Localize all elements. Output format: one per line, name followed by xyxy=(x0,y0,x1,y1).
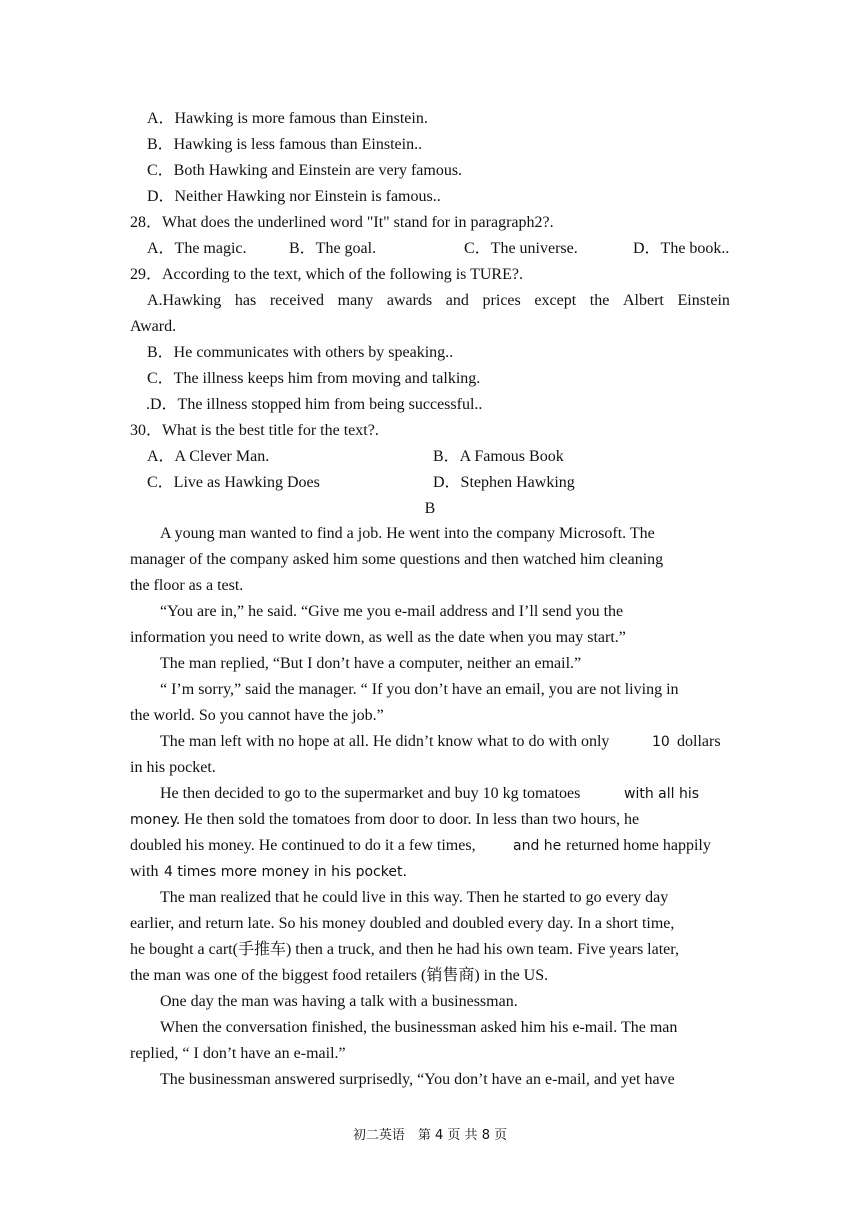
passage-line: with 4 times more money in his pocket. xyxy=(130,863,407,880)
passage-line: The man replied, “But I don’t have a computer, neither an email.” xyxy=(160,655,582,672)
passage-line: One day the man was having a talk with a businessman. xyxy=(160,993,518,1010)
passage-line: “ I’m sorry,” said the manager. “ If you don’t have an email, you are not living in xyxy=(160,681,679,698)
passage-line: “You are in,” he said. “Give me you e-mail address and I’ll send you the xyxy=(160,603,624,620)
q30-option-a: A．A Clever Man. xyxy=(147,448,270,465)
q30-option-c: C．Live as Hawking Does xyxy=(147,474,320,491)
q30-options-row1 xyxy=(0,444,860,470)
q28-option-b: B．The goal. xyxy=(289,240,377,257)
page-footer: 初二英语 第 4 页 共 8 页 xyxy=(352,1128,508,1143)
passage-line: information you need to write down, as well as the date when you may start.” xyxy=(130,629,626,646)
q30-options-row2 xyxy=(0,470,860,496)
passage-line: he bought a cart(手推车) then a truck, and then he had his own team. Five years later, xyxy=(130,941,679,958)
passage-b-heading: B xyxy=(424,500,436,517)
q27-option-d: D．Neither Hawking nor Einstein is famous.. xyxy=(147,188,441,205)
passage-line: He then decided to go to the supermarket and buy 10 kg tomatoes with all his xyxy=(160,785,700,802)
q30-option-b: B．A Famous Book xyxy=(433,448,564,465)
q29-option-a-line2: Award. xyxy=(130,318,177,335)
passage-line: the world. So you cannot have the job.” xyxy=(130,707,384,724)
passage-line: the man was one of the biggest food retailers (销售商) in the US. xyxy=(130,967,549,984)
q28-option-d: D．The book.. xyxy=(633,240,730,257)
q30-question: 30．What is the best title for the text?. xyxy=(130,422,379,439)
q30-option-d: D．Stephen Hawking xyxy=(433,474,575,491)
passage-line: The man left with no hope at all. He didn’t know what to do with only 10 dollars xyxy=(160,733,721,750)
q29-option-b: B．He communicates with others by speaking.. xyxy=(147,344,454,361)
q27-option-a: A．Hawking is more famous than Einstein. xyxy=(147,110,428,127)
passage-line: in his pocket. xyxy=(130,759,216,776)
q29-question: 29．According to the text, which of the following is TURE?. xyxy=(130,266,523,283)
q29-option-d: .D．The illness stopped him from being successful.. xyxy=(146,396,483,413)
passage-line: The businessman answered surprisedly, “You don’t have an e-mail, and yet have xyxy=(160,1071,675,1088)
q27-option-b: B．Hawking is less famous than Einstein.. xyxy=(147,136,423,153)
passage-line: The man realized that he could live in this way. Then he started to go every day xyxy=(160,889,669,906)
passage-line: When the conversation finished, the businessman asked him his e-mail. The man xyxy=(160,1019,678,1036)
q28-question: 28．What does the underlined word "It" stand for in paragraph2?. xyxy=(130,214,554,231)
q27-option-c: C．Both Hawking and Einstein are very famous. xyxy=(147,162,463,179)
passage-line: money . He then sold the tomatoes from door to door. In less than two hours, he xyxy=(130,811,640,828)
q29-option-a-line1: A.Hawking has received many awards and prices except the Albert Einstein xyxy=(147,292,730,309)
passage-line: A young man wanted to find a job. He went into the company Microsoft. The xyxy=(160,525,655,542)
passage-line: the floor as a test. xyxy=(130,577,244,594)
q28-option-c: C．The universe. xyxy=(464,240,578,257)
passage-line: earlier, and return late. So his money doubled and doubled every day. In a short time, xyxy=(130,915,675,932)
passage-line: doubled his money. He continued to do it a few times, and he returned home happily xyxy=(130,837,711,854)
q29-option-c: C．The illness keeps him from moving and talking. xyxy=(147,370,481,387)
passage-line: replied, “ I don’t have an e-mail.” xyxy=(130,1045,346,1062)
q28-options xyxy=(0,236,860,262)
q28-option-a: A．The magic. xyxy=(147,240,247,257)
passage-line: manager of the company asked him some questions and then watched him cleaning xyxy=(130,551,664,568)
